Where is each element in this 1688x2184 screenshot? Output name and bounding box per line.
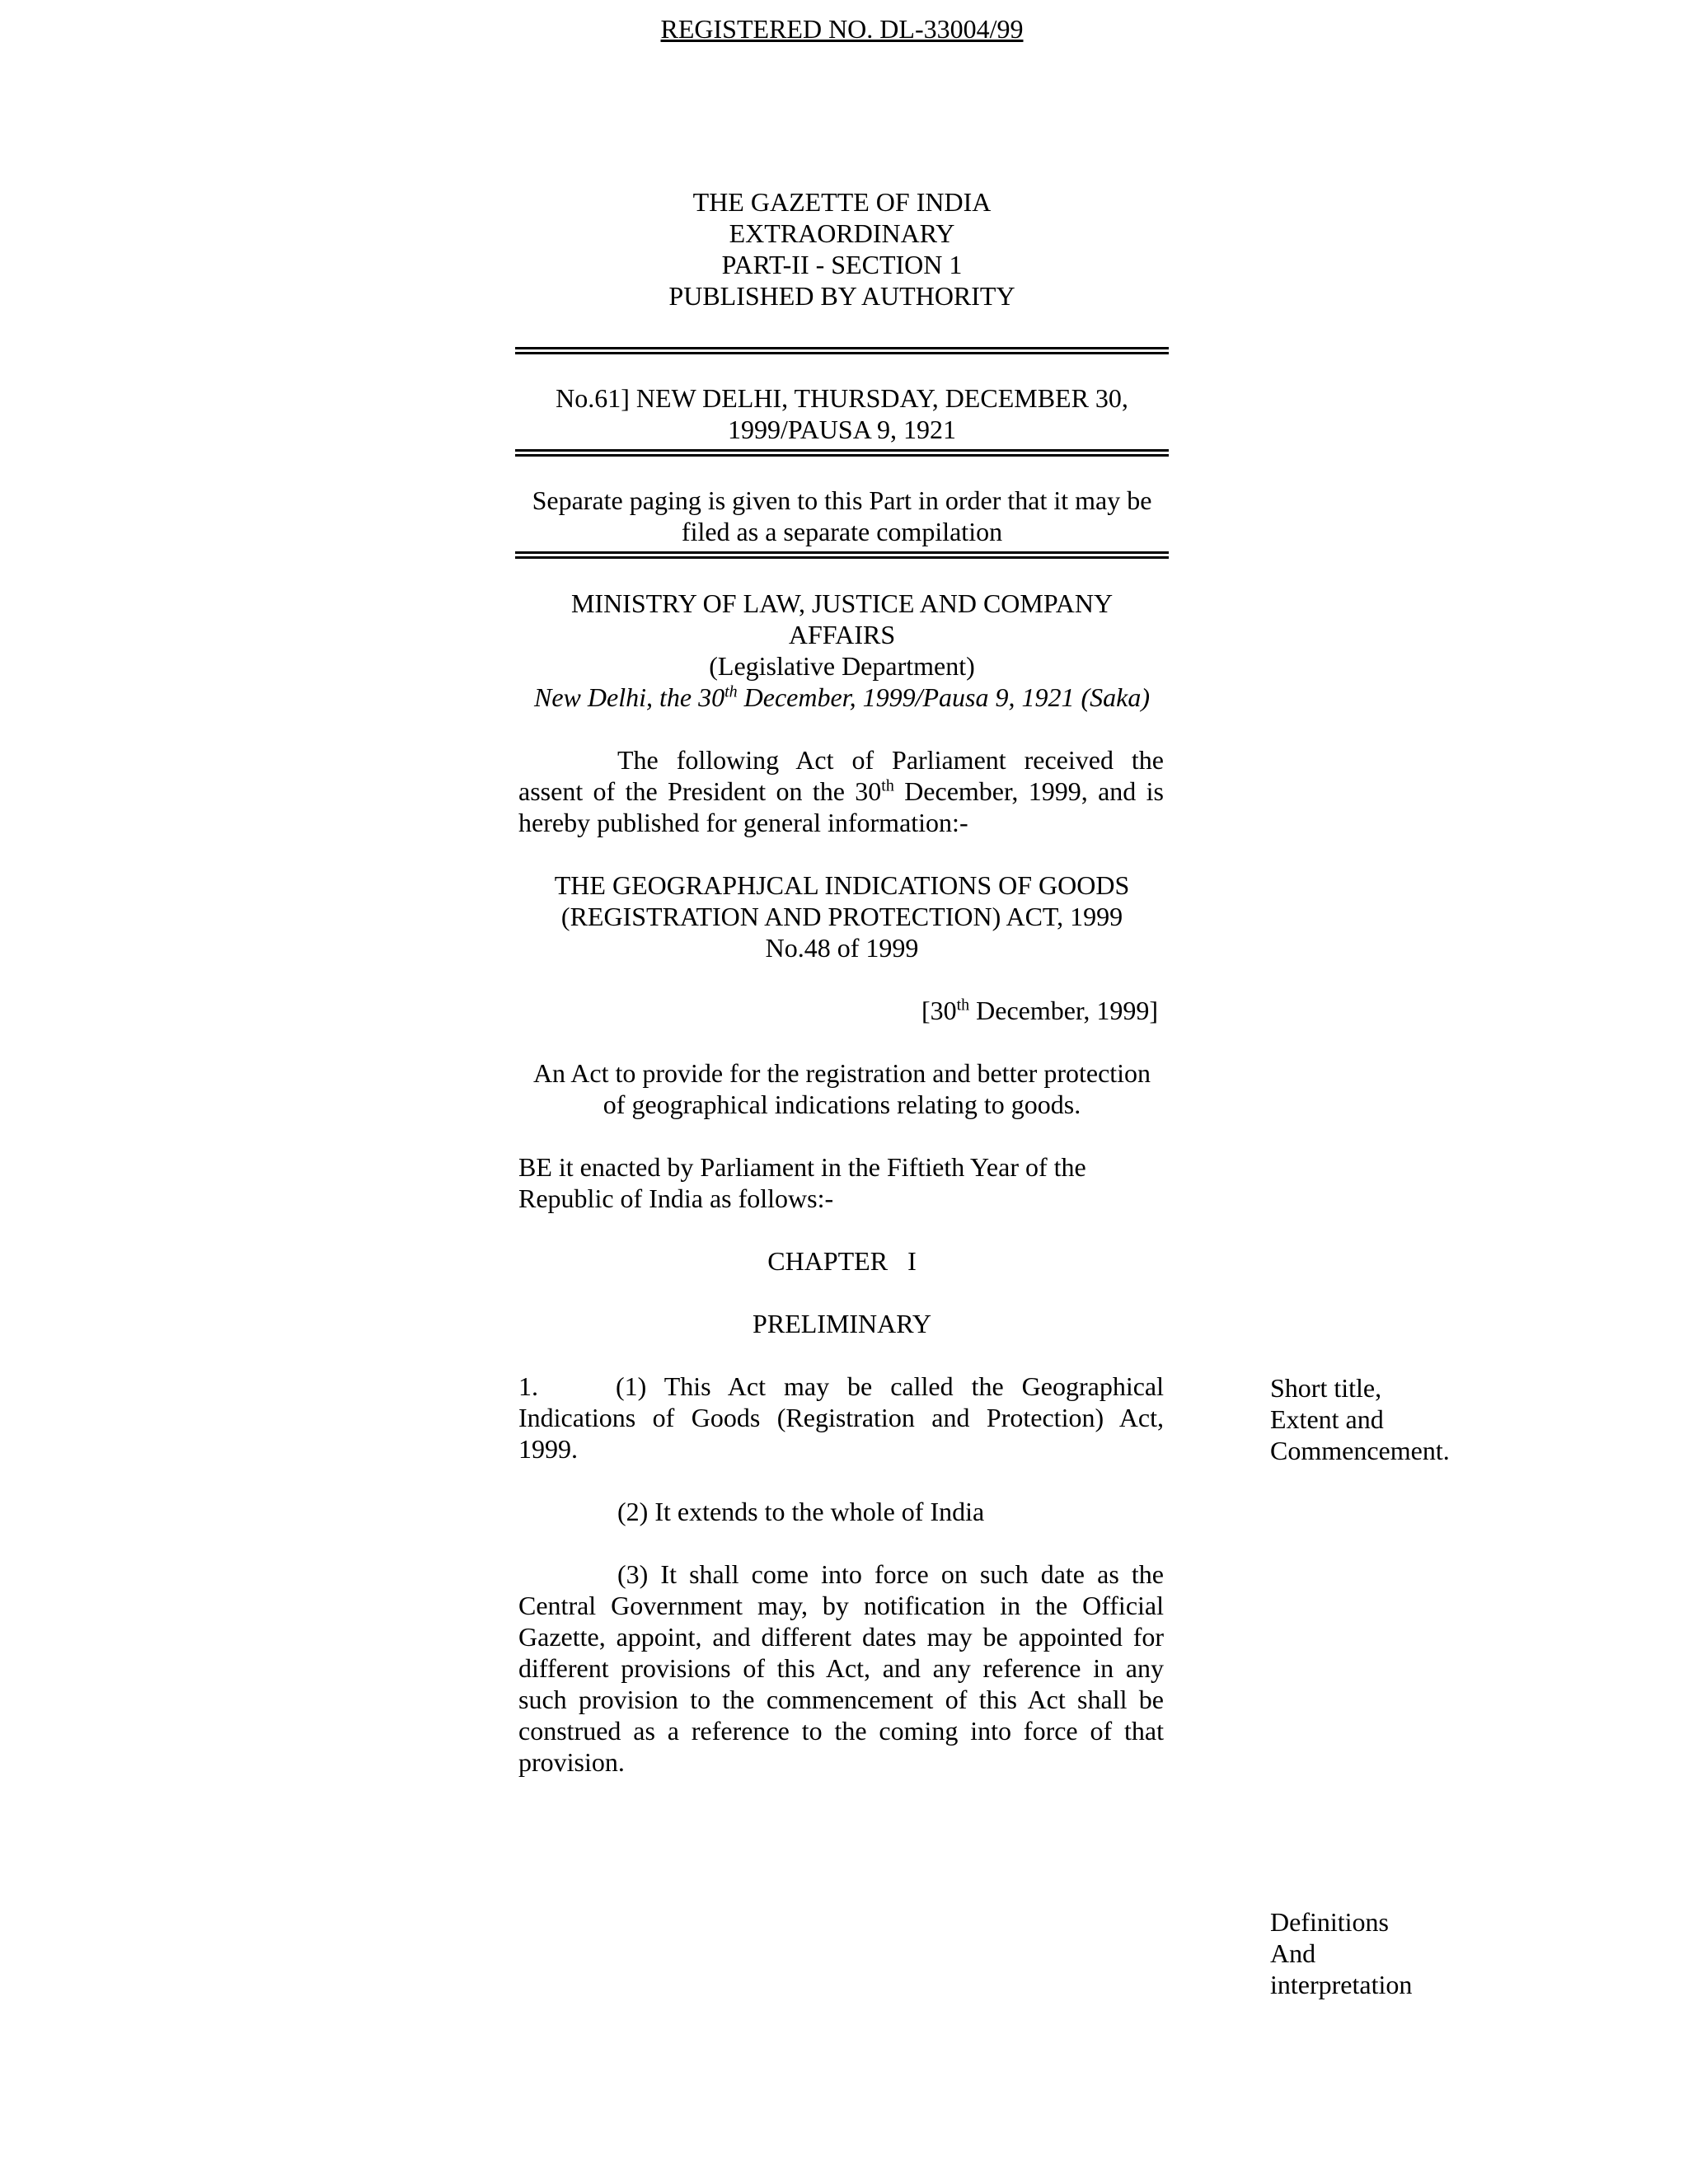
margin-note-short-title: [1270, 1372, 1517, 1466]
assent-date-suffix: th: [881, 776, 894, 795]
masthead-authority: PUBLISHED BY AUTHORITY: [668, 281, 1015, 311]
enacting-formula: [518, 1151, 1164, 1214]
publication-date-suffix: th: [724, 682, 738, 701]
margin-note-line: And: [1270, 1938, 1316, 1968]
assent-text-rest: December, 1999, and is hereby published for general information:-: [518, 776, 1165, 837]
registration-number-text: REGISTERED NO. DL-33004/99: [660, 14, 1024, 44]
masthead-extraordinary: EXTRAORDINARY: [729, 218, 955, 248]
enacting-formula-line-2: Republic of India as follows:-: [518, 1183, 834, 1213]
chapter-heading: CHAPTER I: [767, 1246, 917, 1276]
act-date-text: [30: [921, 996, 957, 1025]
margin-note-line: interpretation: [1270, 1970, 1413, 1999]
double-rule: [515, 551, 1169, 554]
double-rule: [515, 449, 1169, 452]
masthead-part-section: PART-II - SECTION 1: [721, 250, 963, 279]
long-title-line-2: of geographical indications relating to goods.: [603, 1090, 1081, 1119]
paging-note-line-2: filed as a separate compilation: [681, 517, 1003, 546]
long-title-line-1: An Act to provide for the registration and better protection: [532, 1058, 1151, 1088]
issue-saka-date: 1999/PAUSA 9, 1921: [727, 415, 957, 444]
publication-date-rest: December, 1999/Pausa 9, 1921 (Saka): [737, 682, 1150, 712]
assent-paragraph: [518, 744, 1164, 838]
paging-note-line-1: Separate paging is given to this Part in order that it may be: [532, 485, 1152, 515]
section-1-subsection-2: (2) It extends to the whole of India: [617, 1497, 985, 1526]
double-rule: [515, 347, 1169, 349]
ministry-header: [515, 588, 1169, 713]
margin-note-line: Definitions: [1270, 1907, 1389, 1937]
issue-number-date: No.61] NEW DELHI, THURSDAY, DECEMBER 30,: [556, 383, 1128, 413]
ministry-name-line-1: MINISTRY OF LAW, JUSTICE AND COMPANY: [570, 588, 1114, 618]
department-name: (Legislative Department): [709, 651, 975, 681]
subsection-1-text: (1) This Act may be called the Geographical Indications of Goods (Registration and Protection) Act, 1999.: [518, 1371, 1164, 1464]
margin-note-definitions: [1270, 1906, 1517, 2000]
masthead-title: THE GAZETTE OF INDIA: [692, 187, 992, 217]
assent-text: The following Act of Parliament received the assent of the President on the 30: [518, 745, 1164, 806]
publication-date: [515, 682, 1169, 713]
act-date-rest: December, 1999]: [969, 996, 1158, 1025]
issue-line: [515, 382, 1169, 445]
registration-number: [515, 14, 1169, 58]
section-number: 1.: [518, 1371, 538, 1401]
paging-note: [515, 485, 1169, 547]
act-number: No.48 of 1999: [765, 933, 919, 963]
margin-note-line: Commencement.: [1270, 1436, 1450, 1465]
enacting-formula-line-1: BE it enacted by Parliament in the Fiftieth Year of the: [518, 1152, 1086, 1182]
margin-note-line: Short title,: [1270, 1373, 1382, 1403]
gazette-masthead: [515, 186, 1169, 312]
act-title: [515, 869, 1169, 963]
ministry-name-line-2: AFFAIRS: [788, 620, 896, 649]
act-date: [515, 995, 1158, 1026]
section-1-subsection-3: (3) It shall come into force on such date as the Central Government may, by notification in the Official Gazette, appoint, and different dates may be appointed for different provisions of this Act, and any reference in any such provision to the commencement of this Act shall be construed as a reference to the coming into force of that provision.: [518, 1559, 1164, 1777]
act-title-line-2: (REGISTRATION AND PROTECTION) ACT, 1999: [560, 902, 1123, 931]
act-title-line-1: THE GEOGRAPHJCAL INDICATIONS OF GOODS: [554, 870, 1130, 900]
chapter-title: PRELIMINARY: [753, 1309, 931, 1338]
publication-date-text: New Delhi, the 30: [534, 682, 725, 712]
margin-note-line: Extent and: [1270, 1404, 1384, 1434]
act-date-suffix: th: [956, 996, 970, 1015]
long-title: [515, 1057, 1169, 1120]
section-1-subsection-1: [518, 1371, 1164, 1465]
